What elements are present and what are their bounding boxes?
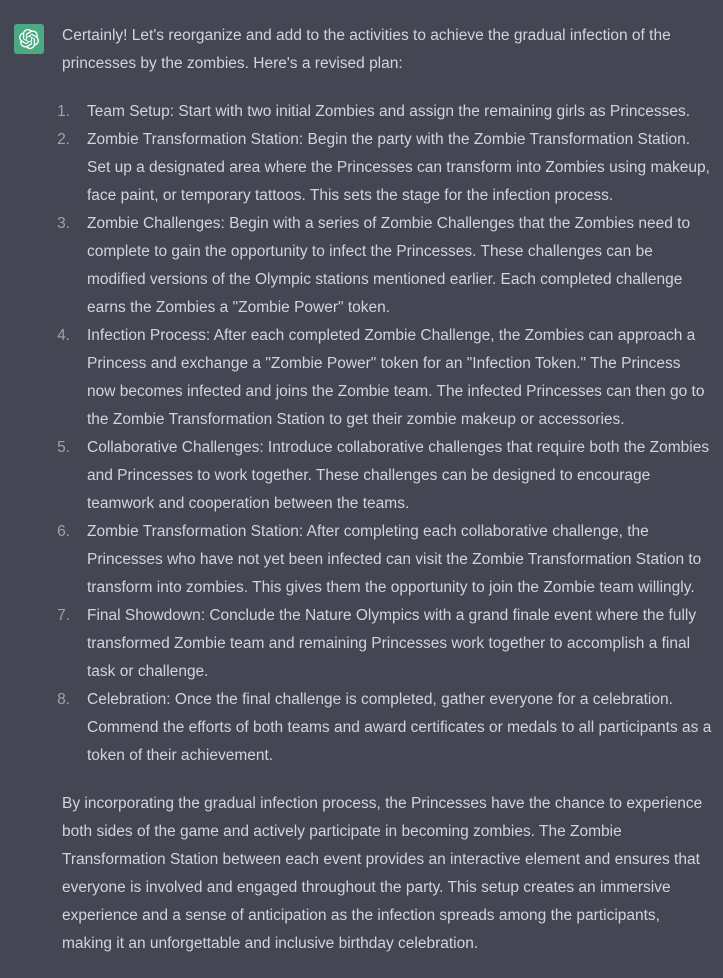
list-item-number: 8. [57,691,70,708]
list-item-text: Zombie Challenges: Begin with a series of Zombie Challenges that the Zombies need to complete to gain the opportunity to infect the Princesses. These challenges can be modified versions of the Olympic stations mentioned earlier. Each completed challenge earns the Zombies a "Zombie Power" token. [87,215,691,316]
list-item-number: 2. [57,131,70,148]
list-item-number: 6. [57,523,70,540]
list-item-number: 4. [57,327,70,344]
list-item-text: Celebration: Once the final challenge is completed, gather everyone for a celebration. Commend the efforts of both teams and award certificates or medals to all participants as a token of their achievement. [87,691,712,764]
list-item [57,126,712,210]
openai-logo-icon [19,29,39,49]
list-item-number: 7. [57,607,70,624]
list-item-text: Zombie Transformation Station: After completing each collaborative challenge, the Princesses who have not yet been infected can visit the Zombie Transformation Station to transform into zombies. This gives them the opportunity to join the Zombie team willingly. [87,523,702,596]
list-item-text: Team Setup: Start with two initial Zombies and assign the remaining girls as Princesses. [87,103,691,120]
list-item [57,98,712,126]
list-item-text: Final Showdown: Conclude the Nature Olympics with a grand finale event where the fully transformed Zombie team and remaining Princesses work together to accomplish a final task or challenge. [87,607,697,680]
list-item [57,686,712,770]
outro-paragraph: By incorporating the gradual infection process, the Princesses have the chance to experience both sides of the game and actively participate in becoming zombies. The Zombie Transformation Station between each event provides an interactive element and ensures that everyone is involved and engaged throughout the party. This setup creates an immersive experience and a sense of anticipation as the infection spreads among the participants, making it an unforgettable and inclusive birthday celebration. [62,795,703,952]
list-item-text: Collaborative Challenges: Introduce collaborative challenges that require both the Zombies and Princesses to work together. These challenges can be designed to encourage teamwork and cooperation between the teams. [87,439,710,512]
assistant-avatar [14,24,44,54]
list-item-number: 5. [57,439,70,456]
list-item-number: 1. [57,103,70,120]
intro-paragraph: Certainly! Let's reorganize and add to the activities to achieve the gradual infection of the princesses by the zombies. Here's a revised plan: [62,27,671,72]
list-item-number: 3. [57,215,70,232]
list-item-text: Zombie Transformation Station: Begin the party with the Zombie Transformation Station. Set up a designated area where the Princesses can transform into Zombies using makeup, face paint, or temporary tattoos. This sets the stage for the infection process. [87,131,710,204]
list-item [57,434,712,518]
list-item [57,322,712,434]
list-item [57,602,712,686]
revised-plan-list [57,98,712,770]
list-item-text: Infection Process: After each completed Zombie Challenge, the Zombies can approach a Princess and exchange a "Zombie Power" token for an "Infection Token." The Princess now becomes infected and joins the Zombie team. The infected Princesses can then go to the Zombie Transformation Station to get their zombie makeup or accessories. [87,327,705,428]
message-content [57,22,712,958]
list-item [57,210,712,322]
list-item [57,518,712,602]
